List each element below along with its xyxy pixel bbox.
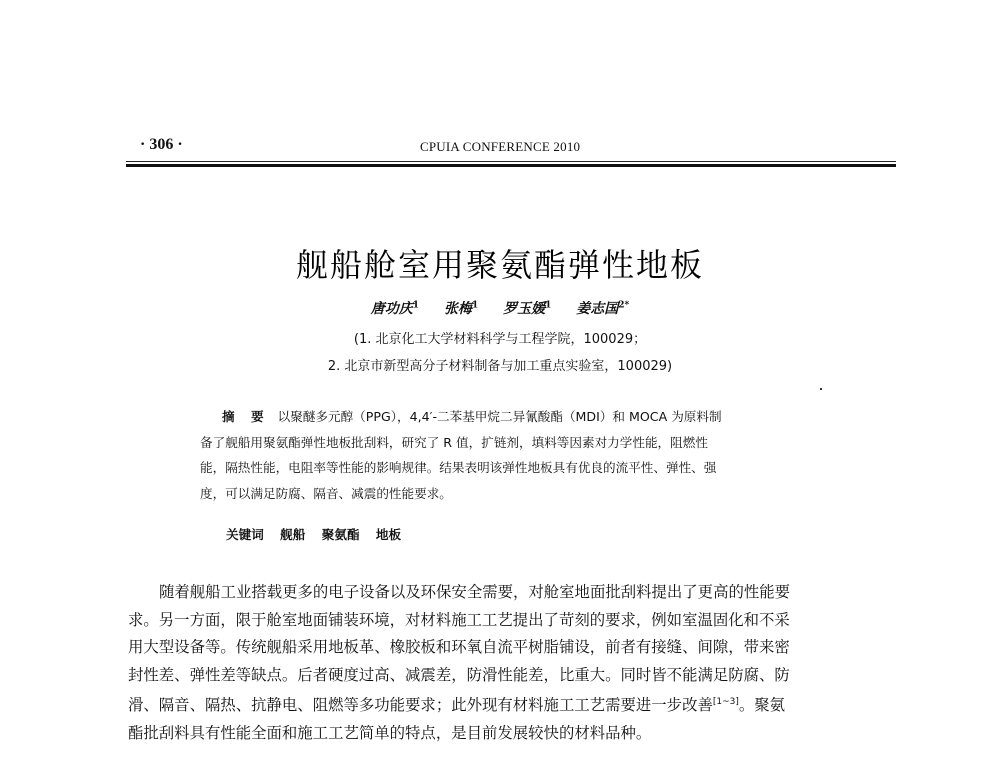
author-list bbox=[0, 298, 1000, 318]
author: 张梅$^1$ bbox=[443, 300, 479, 317]
author: 姜志国$^{2*}$ bbox=[576, 300, 630, 317]
keyword: 地板 bbox=[375, 527, 402, 542]
conference-name: CPUIA CONFERENCE 2010 bbox=[420, 139, 581, 154]
keyword: 舰船 bbox=[280, 527, 306, 542]
abstract-label: 摘 要 bbox=[222, 409, 270, 424]
abstract-line: 备了舰船用聚氨酯弹性地板批刮料，研究了 R 值，扩链剂，填料等因素对力学性能，阻燃性 bbox=[200, 434, 708, 450]
body-line: 求。另一方面，限于舱室地面铺装环境，对材料施工工艺提出了苛刻的要求，例如室温固化和不采 bbox=[128, 610, 790, 629]
keywords-label: 关键词 bbox=[226, 527, 264, 542]
scan-speck bbox=[820, 388, 822, 390]
abstract bbox=[200, 404, 822, 506]
abstract-line: 能，隔热性能，电阻率等性能的影响规律。结果表明该弹性地板具有优良的流平性、弹性、强 bbox=[200, 460, 717, 475]
keyword: 聚氨酯 bbox=[321, 527, 360, 542]
abstract-line: 摘 要 以聚醚多元醇（PPG），4,4′-二苯基甲烷二异氰酸酯（MDI）和 MOCA 为原料制 bbox=[222, 409, 722, 424]
abstract-line: 度，可以满足防腐、隔音、减震的性能要求。 bbox=[200, 485, 452, 501]
author: 罗玉媛$^1$ bbox=[503, 300, 552, 317]
body-line: 封性差、弹性差等缺点。后者硬度过高、减震差，防滑性能差，比重大。同时皆不能满足防腐、防 bbox=[128, 665, 790, 684]
keywords bbox=[226, 524, 401, 543]
body-line: 酯批刮料具有性能全面和施工工艺简单的特点，是目前发展较快的材料品种。 bbox=[128, 724, 652, 743]
body-line: 滑、隔音、隔热、抗静电、阻燃等多功能要求；此外现有材料施工工艺需要进一步改善[1~3]。聚氨 bbox=[128, 696, 786, 715]
affiliation-2: 2. 北京市新型高分子材料制备与加工重点实验室，100029) bbox=[327, 359, 673, 374]
header-rule-thick bbox=[126, 164, 896, 167]
paper-title: 舰船舱室用聚氨酯弹性地板 bbox=[295, 246, 704, 284]
author: 唐功庆$^1$ bbox=[370, 300, 420, 317]
body-line: 随着舰船工业搭载更多的电子设备以及环保安全需要，对舱室地面批刮料提出了更高的性能要 bbox=[159, 583, 791, 601]
header-rule-thin bbox=[126, 161, 896, 162]
affiliation-1: (1. 北京化工大学材料科学与工程学院，100029； bbox=[353, 332, 647, 347]
page-number: · 306 · bbox=[140, 136, 183, 153]
running-header bbox=[126, 136, 896, 170]
body-line: 用大型设备等。传统舰船采用地板革、橡胶板和环氧自流平树脂铺设，前者有接缝、间隙，带来密 bbox=[128, 638, 790, 657]
body-paragraph bbox=[128, 579, 888, 748]
citation: [1~3] bbox=[712, 697, 739, 708]
